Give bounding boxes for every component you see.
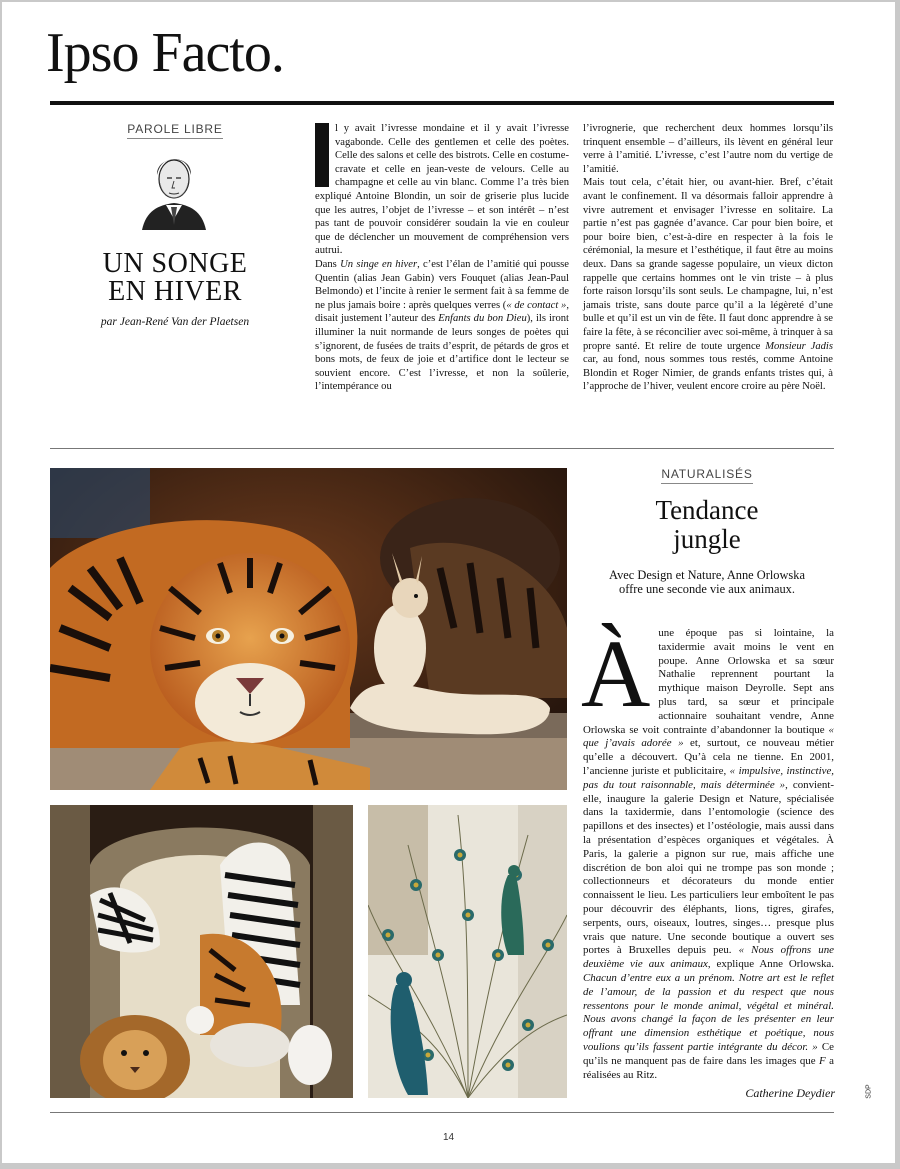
- peacock-photo: [368, 805, 567, 1098]
- dropcap-a: À: [581, 620, 651, 727]
- article1-byline: par Jean-René Van der Plaetsen: [100, 316, 250, 328]
- article1-headline: UN SONGE EN HIVER: [102, 248, 248, 307]
- page-number: 14: [442, 1132, 455, 1143]
- article1-column-2: l’ivrognerie, que recherchent deux hommes lorsqu’ils trinquent ensemble – d’ailleurs, ils lèvent en général leur verre à l’amitié. L’ivresse, c’est l’autre nom du vertige de l’amitié. Mais tout cela, c’était hier, ou avant-hier. Bref, c’était avant le confinement. Il va désormais falloir apprendre à vivre autrement et envisager l’ivresse en solitaire. La partie n’est pas gagnée d’avance. Car pour bien boire, et pour boire bien, c’est-à-dire en respecter à la fois le cérémonial, la mesure et l’esthétique, il faut être au moins deux. Dans sa grande sagesse populaire, un vieux dicton rappelle que certains hommes ont le vin triste – à plus forte raison lorsqu’ils sont seuls. Le champagne, lui, n’est jamais triste, sans doute parce qu’il a la légèreté d’une bulle et qu’il est un vin de fête. Il faut donc apprendre à se faire la fête, à se réconcilier avec soi-même, à trinquer à sa propre santé. Et relire de toute urgence Monsieur Jadis car, au fond, nous sommes tous restés, comme Antoine Blondin et Roger Nimier, de grands enfants tristes qui, à l’approche de l’hiver, veulent encore croire au père Noël.: [583, 123, 833, 393]
- article2-body: À une époque pas si lointaine, la taxidermie avait moins le vent en poupe. Anne Orlowska et sa sœur Nathalie reprennent pourtant la mythique maison Deyrolle. Sept ans plus tard, sa sœur et principale actionnaire souhaitant vendre, Anne Orlowska se voit contrainte d’abandonner la boutique « que j’avais adorée » et, surtout, ce nouveau métier qu’elle a découvert. Qu’à cela ne tienne. En 2001, l’ancienne juriste et publicitaire, « impulsive, instinctive, pas du tout raisonnable, mais déterminée », convient-elle, inaugure la galerie Design et Nature, spécialisée dans la taxidermie, dans l’entomologie (science des papillons et des insectes) et l’ostéologie, mais aussi dans la présentation d’espèces organiques et végétales. À Paris, la galerie a pignon sur rue, mais affiche une discrétion de bon aloi qui ne trompe pas son monde ; collectionneurs et décorateurs du monde entier connaissent le lieu. Les particuliers leur emboîtent le pas pour découvrir des éléphants, lions, tigres, girafes, serpents, ours, oiseaux, loutres, singes… presque plus vrais que nature. Une seconde boutique a ouvert ses portes à Bruxelles depuis peu. « Nous offrons une deuxième vie aux animaux, explique Anne Orlowska. Chacun d’entre eux a un prénom. Notre art est le reflet de l’amour, de la passion et du respect que nous ressentons pour le monde animal, végétal et minéral. Nous avons changé la façon de les présenter en leur offrant une dimension esthétique et poétique, nous voulions qu’ils fassent partie intégrante du décor. » Ce qu’ils ne manquent pas de faire dans les images que F a réalisées au Ritz.: [581, 620, 834, 1081]
- tiger-photo: [50, 468, 567, 790]
- magazine-page: [2, 2, 895, 1163]
- kicker-naturalises: NATURALISÉS: [587, 467, 827, 481]
- article2-deck: Avec Design et Nature, Anne Orlowska offre une seconde vie aux animaux.: [609, 568, 805, 596]
- author-portrait: [140, 145, 208, 230]
- bottom-rule: [50, 1112, 834, 1113]
- article1-column-1: l y avait l’ivresse mondaine et il y avait l’ivresse vagabonde. Celle des gentlemen et celle des poètes. Celle des salons et celle des bistrots. Celle en costume-cravate et celle en jean-veste de velours. Celle au champagne et celle au vin blanc. Comme l’a très bien expliqué Antoine Blondin, un soir de griserie plus lucide que les autres, l’objet de l’ivresse – et son intérêt – n’est pas tant de pouvoir considérer soudain la vie en couleur que de déclencher un mouvement de compréhension vers autrui. Dans Un singe en hiver, c’est l’élan de l’amitié qui pousse Quentin (alias Jean Gabin) vers Fouquet (alias Jean-Paul Belmondo) et l’incite à renier le serment fait à sa femme de ne plus jamais boire : après quelques verres (« de contact », disait justement l’auteur des Enfants du bon Dieu), ils iront illuminer la nuit normande de leurs songes de poètes qui s’ignorent, de fusées de traits d’esprit, de pétards de gros et bons mots, de feux de joie et d’artifice dont le lecteur se souvient encore. C’est l’ivresse, et non la soûlerie, l’intempérance ou: [315, 123, 569, 393]
- article2-headline: Tendance jungle: [655, 495, 759, 554]
- kicker-parole-libre: PAROLE LIBRE: [62, 122, 288, 136]
- dropcap-i: [315, 123, 329, 187]
- photo-credit: SDP: [865, 1084, 873, 1099]
- section-rule: [50, 448, 834, 449]
- top-rule: [50, 101, 834, 105]
- masthead: Ipso Facto.: [46, 22, 284, 84]
- article2-signature: Catherine Deydier: [745, 1086, 835, 1100]
- zebra-lion-photo: [50, 805, 353, 1098]
